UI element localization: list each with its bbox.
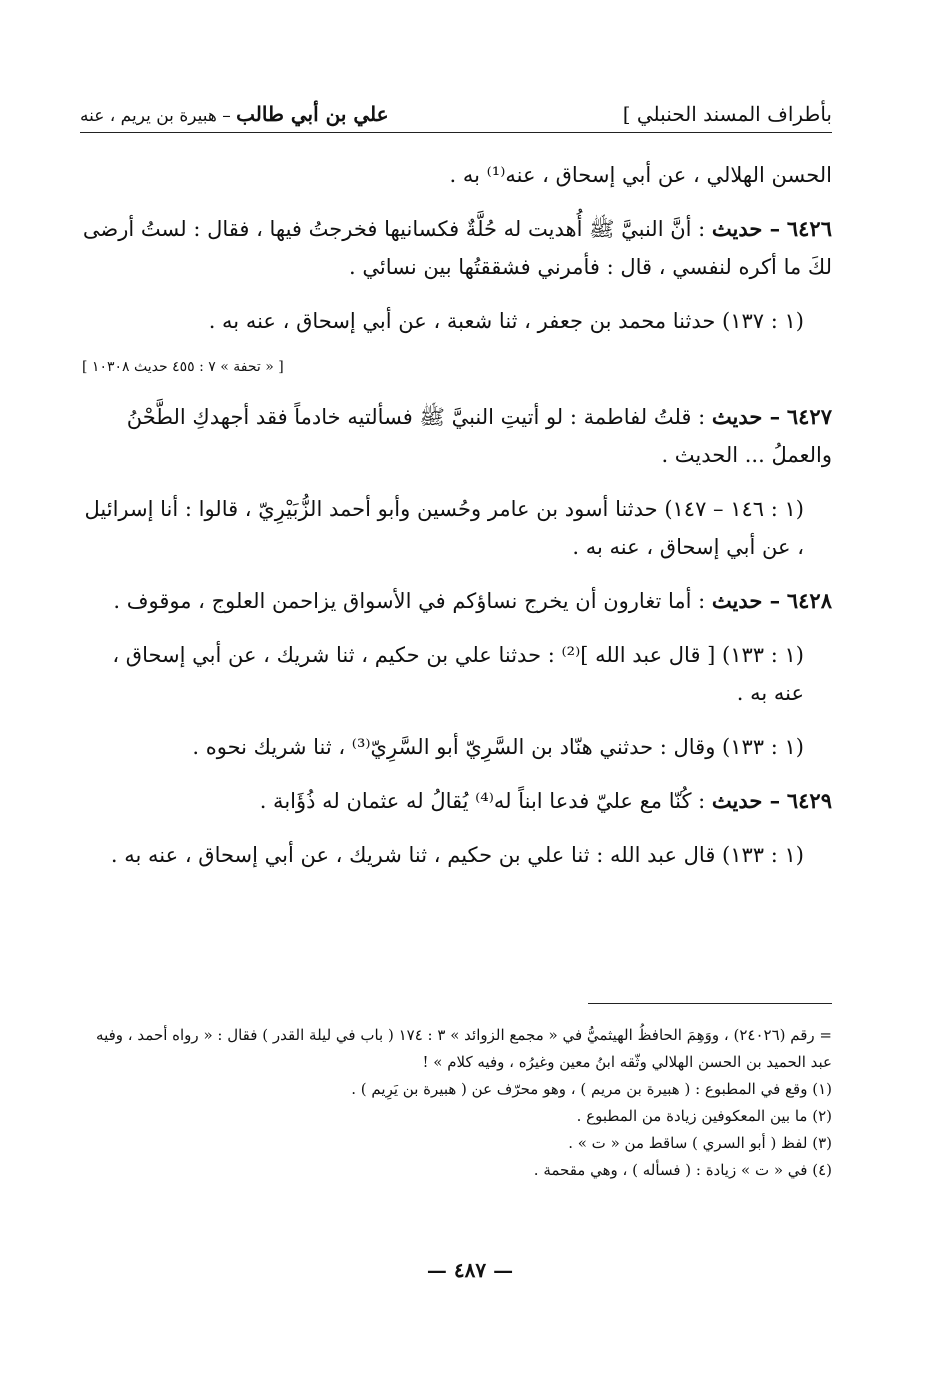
hadith-number: ٦٤٢٧ [786, 404, 832, 429]
header-section-title [80, 102, 389, 132]
hadith-6428 [82, 582, 832, 620]
footnote-3: (٣) لفظ ( أبو السري ) ساقط من « ت » . [568, 1134, 832, 1152]
hadith-text: : كُنّا مع عليّ فدعا ابناً له⁽⁴⁾ يُقالُ له عثمان له ذُؤَابة . [259, 789, 706, 813]
isnad-6427: (١ : ١٤٦ – ١٤٧) حدثنا أسود بن عامر وحُسين وأبو أحمد الزُّبَيْرِيّ ، قالوا : أنا إسرائيل ، عن أبي إسحاق ، عنه به . [84, 497, 804, 559]
isnad-6428-a: (١ : ١٣٣) [ قال عبد الله ]⁽²⁾ : حدثنا علي بن حكيم ، ثنا شريك ، عن أبي إسحاق ، عنه به . [112, 643, 804, 705]
page-number: — ٤٨٧ — [426, 1258, 514, 1282]
footnote-continued: = رقم (٢٤٠٢٦) ، ووَهِمَ الحافظُ الهيثميُّ في « مجمع الزوائد » ٣ : ١٧٤ ( باب في ليلة القدر ) فقال : « رواه أحمد ، وفيه عبد الحميد بن الحسن الهلالي وثّقه ابنُ معين وغيرُه ، وفيه كلام » ! [96, 1026, 832, 1071]
header-book-title: بأطراف المسند الحنبلي ] [622, 102, 832, 126]
footnote-4: (٤) في « ت » زيادة : ( فسأله ) ، وهي مقحمة . [533, 1161, 832, 1179]
page-body [82, 156, 832, 890]
running-header [80, 96, 832, 133]
hadith-6426 [82, 210, 832, 286]
hadith-label: – حديث [711, 788, 781, 813]
hadith-label: – حديث [711, 588, 781, 613]
footnote-1: (١) وقع في المطبوع : ( هبيرة بن مريم ) ، وهو محرّف عن ( هبيرة بن يَرِيم ) . [351, 1080, 832, 1098]
hadith-continuation: الحسن الهلالي ، عن أبي إسحاق ، عنه⁽¹⁾ به . [449, 163, 832, 187]
isnad-6429: (١ : ١٣٣) قال عبد الله : ثنا علي بن حكيم ، ثنا شريك ، عن أبي إسحاق ، عنه به . [110, 843, 804, 867]
hadith-number: ٦٤٢٩ [786, 788, 832, 813]
hadith-label: – حديث [711, 216, 781, 241]
footnote-divider [588, 1003, 832, 1004]
hadith-number: ٦٤٢٦ [786, 216, 832, 241]
hadith-text: : قلتُ لفاطمة : لو أتيتِ النبيَّ ﷺ فسألتيه خادماً فقد أجهدكِ الطَّحْنُ والعملُ ... الحديث . [126, 405, 832, 467]
footnotes [80, 1022, 832, 1184]
hadith-number: ٦٤٢٨ [786, 588, 832, 613]
tuhfa-reference: [ « تحفة » ٧ : ٤٥٥ حديث ١٠٣٠٨ ] [82, 359, 284, 375]
isnad-6428-b: (١ : ١٣٣) وقال : حدثني هنّاد بن السَّرِيّ أبو السَّرِيّ⁽³⁾ ، ثنا شريك نحوه . [192, 735, 804, 759]
header-section-sub: – هبيرة بن يريم ، عنه [80, 106, 231, 126]
hadith-text: : أما تغارون أن يخرج نساؤكم في الأسواق يزاحمن العلوج ، موقوف . [113, 589, 706, 613]
footnote-2: (٢) ما بين المعكوفين زيادة من المطبوع . [576, 1107, 832, 1125]
hadith-6427 [82, 398, 832, 474]
isnad-6426: (١ : ١٣٧) حدثنا محمد بن جعفر ، ثنا شعبة ، عن أبي إسحاق ، عنه به . [208, 309, 804, 333]
hadith-label: – حديث [711, 404, 781, 429]
hadith-text: : أنَّ النبيَّ ﷺ أُهديت له حُلَّةٌ فكسانيها فخرجتُ فيها ، فقال : لستُ أرضى لكَ ما أكره لنفسي ، قال : فأمرني فشققتُها بين نسائي . [82, 217, 832, 279]
hadith-6429 [82, 782, 832, 820]
header-section-name: علي بن أبي طالب [236, 102, 389, 126]
